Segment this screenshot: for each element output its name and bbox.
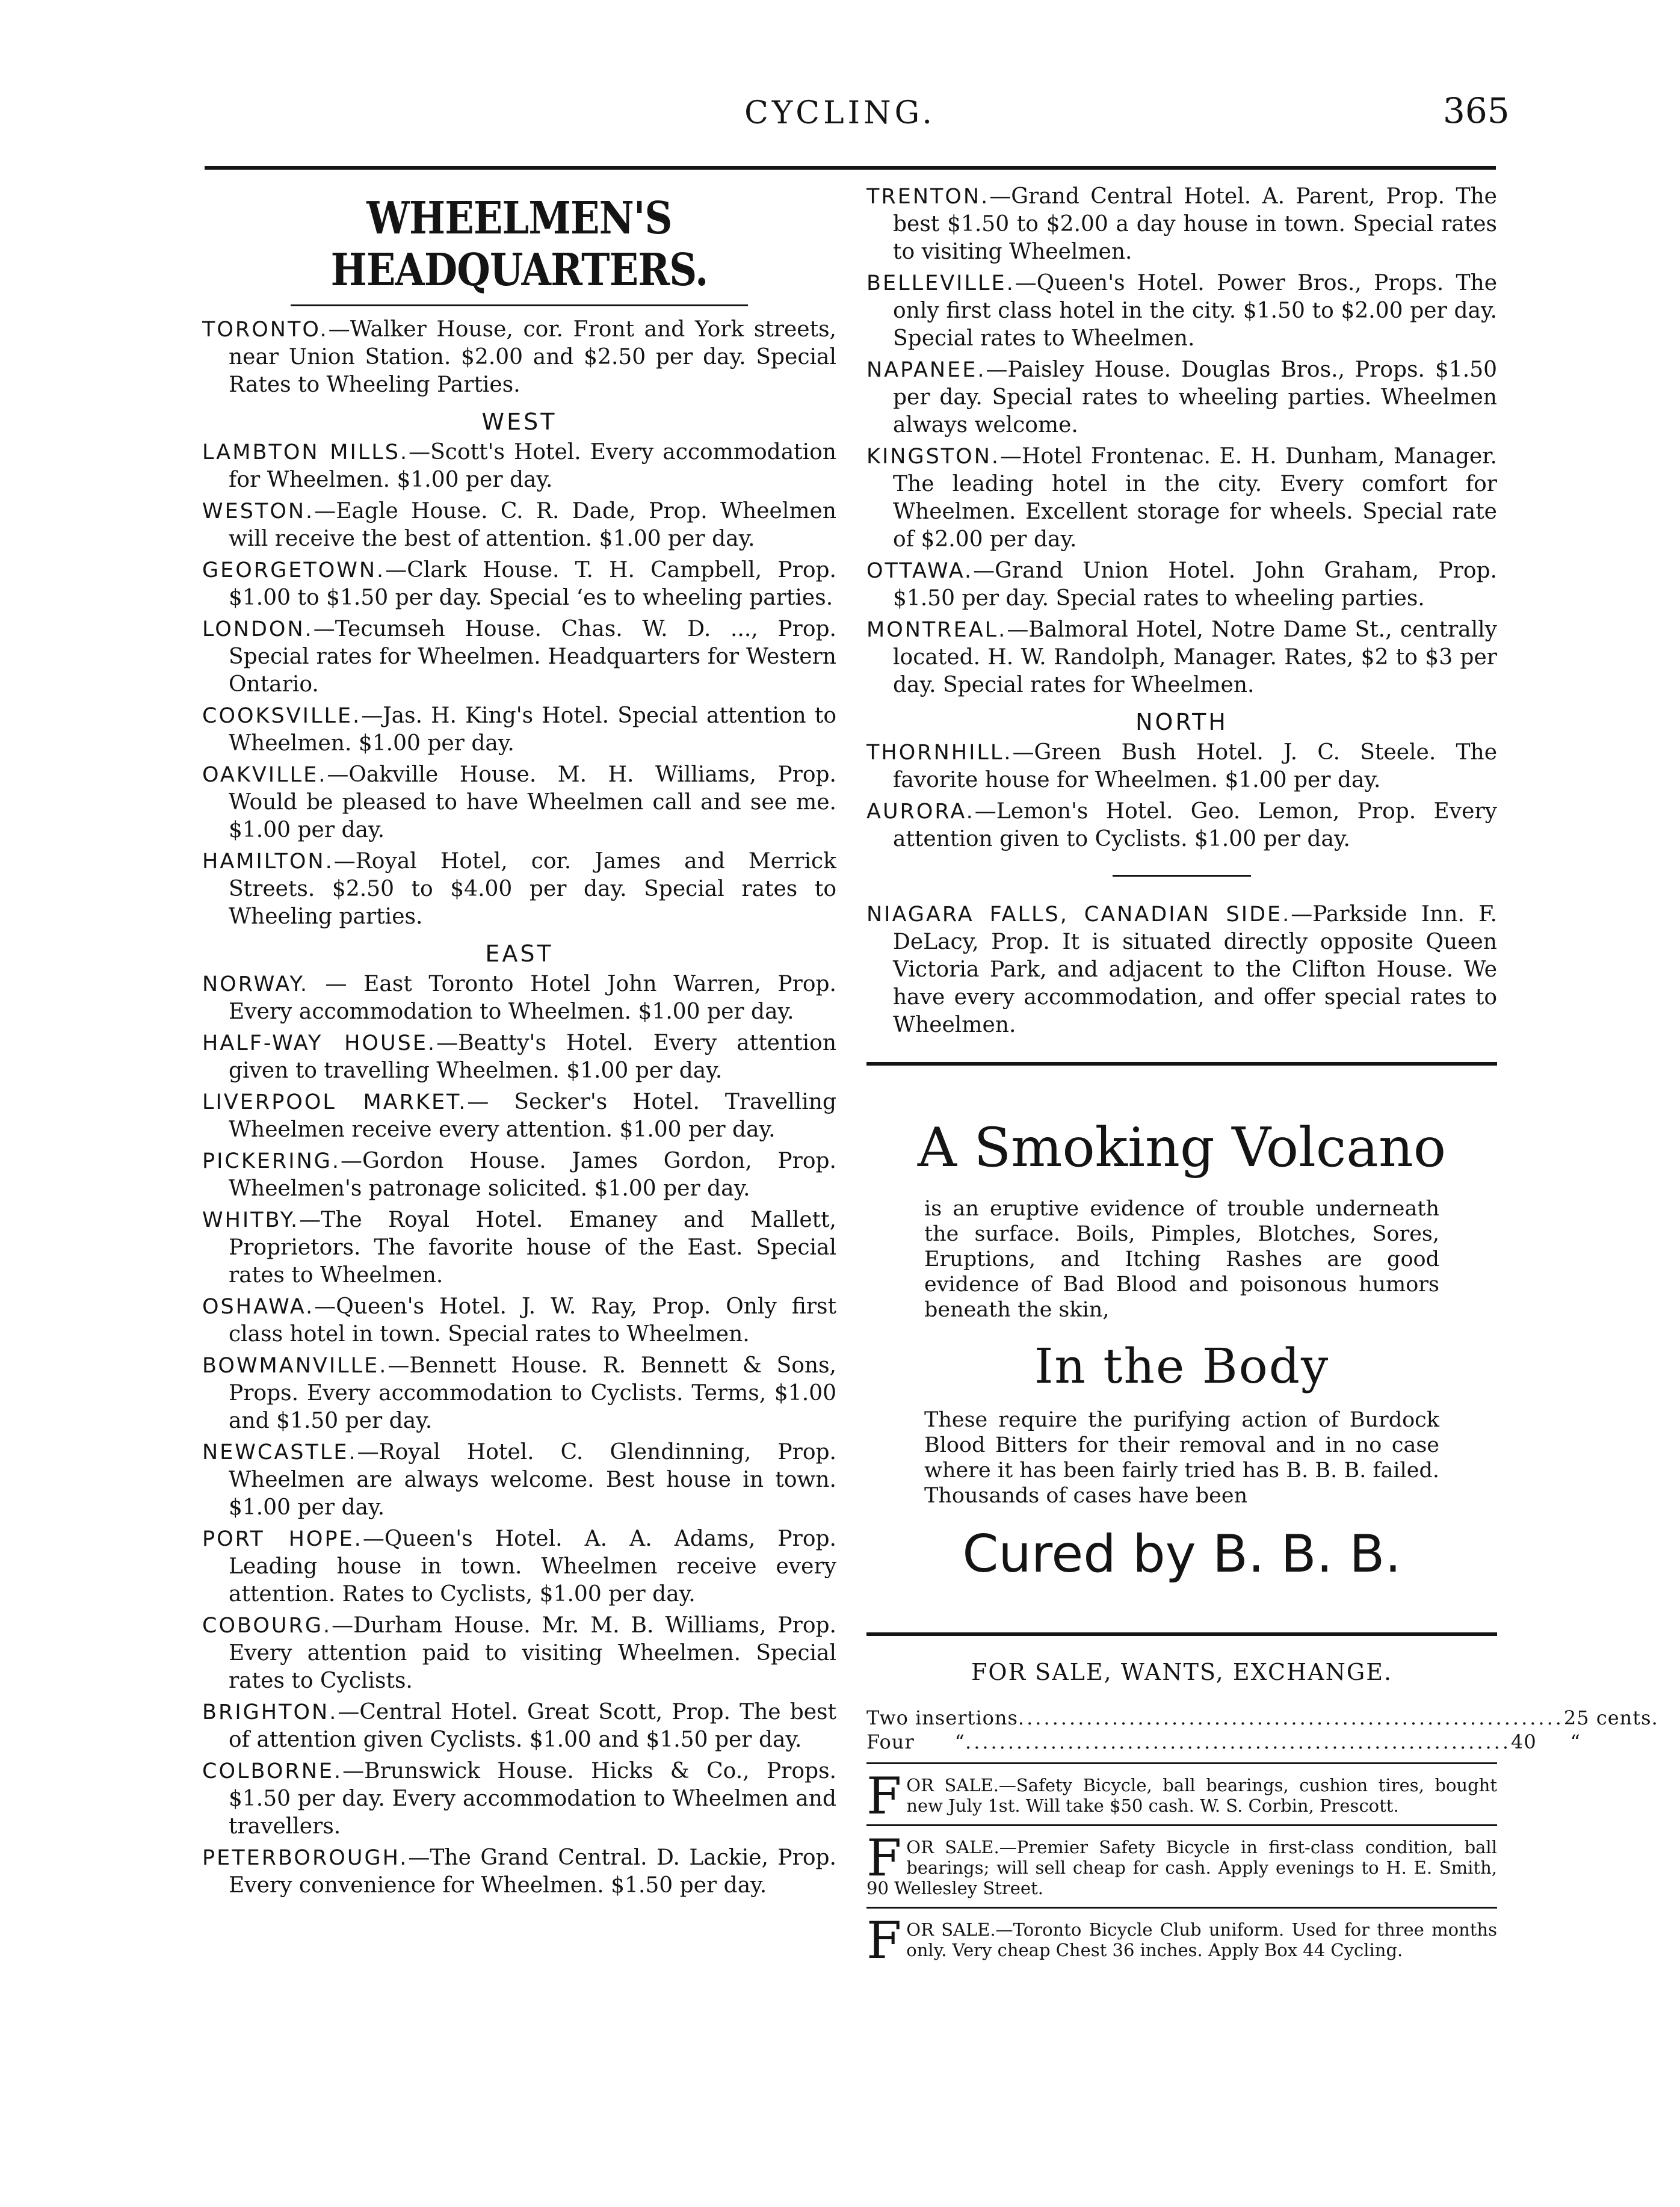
west-list	[202, 439, 836, 931]
town-name: HALF-WAY HOUSE.	[202, 1031, 437, 1055]
town-name: LIVERPOOL MARKET.	[202, 1090, 468, 1114]
divider	[1113, 875, 1251, 877]
list-item	[202, 848, 836, 931]
list-item	[866, 443, 1497, 554]
ad-tagline: Cured by B. B. B.	[962, 1524, 1401, 1584]
list-item	[202, 439, 836, 494]
entry-text: —Eagle House. C. R. Dade, Prop. Wheelmen will receive the best of attention. $1.00 per day.	[229, 499, 836, 551]
rate-row	[866, 1706, 1658, 1730]
entry-text: —Queen's Hotel. Power Bros., Props. The only first class hotel in the city. $1.50 to $2.00 per day. Special rates to Wheelmen.	[893, 271, 1497, 351]
entry-text: —Paisley House. Douglas Bros., Props. $1.50 per day. Special rates to wheeling parties. Wheelmen always welcome.	[893, 357, 1497, 437]
entry-text: —Royal Hotel. C. Glendinning, Prop. Wheelmen are always welcome. Best house in town. $1.00 per day.	[229, 1440, 836, 1520]
drop-cap: F	[866, 1829, 902, 1888]
ad-body: is an eruptive evidence of trouble underneath the surface. Boils, Pimples, Blotches, Sores, Eruptions, and Itching Rashes are good evidence of Bad Blood and poisonous humors beneath the skin,	[924, 1197, 1439, 1322]
listing-text: OR SALE.—Toronto Bicycle Club uniform. Used for three months only. Very cheap Chest 36 inches. Apply Box 44 Cycling.	[906, 1919, 1497, 1960]
entry-text: — Secker's Hotel. Travelling Wheelmen receive every attention. $1.00 per day.	[229, 1090, 836, 1142]
town-name: OSHAWA.	[202, 1295, 315, 1319]
region-east-label: EAST	[485, 940, 554, 967]
list-item	[202, 316, 836, 399]
running-head	[0, 90, 1680, 138]
town-name: COOKSVILLE.	[202, 704, 362, 728]
ad-top-rule	[866, 1062, 1497, 1066]
town-name: AURORA.	[866, 800, 975, 824]
entry-text: —Oakville House. M. H. Williams, Prop. Would be pleased to have Wheelmen call and see me. $1.00 per day.	[229, 762, 836, 842]
ad-subtitle: In the Body	[1034, 1338, 1330, 1394]
town-name: OAKVILLE.	[202, 763, 327, 787]
list-item	[866, 270, 1497, 353]
region-west-label: WEST	[481, 409, 557, 435]
list-item	[202, 498, 836, 553]
entry-text: —Lemon's Hotel. Geo. Lemon, Prop. Every attention given to Cyclists. $1.00 per day.	[893, 799, 1497, 851]
entry-text: —Walker House, cor. Front and York streets, near Union Station. $2.00 and $2.50 per day. Special Rates to Wheeling Parties.	[229, 317, 836, 397]
town-name: THORNHILL.	[866, 741, 1013, 765]
list-item	[202, 1844, 836, 1900]
list-item	[202, 1147, 836, 1203]
ad-title: A Smoking Volcano	[917, 1116, 1447, 1179]
town-name: HAMILTON.	[202, 850, 334, 874]
continued-list	[866, 183, 1497, 699]
entry-text: —Parkside Inn. F. DeLacy, Prop. It is situated directly opposite Queen Victoria Park, and adjacent to the Clifton House. We have every accommodation, and offer special rates to Wheelmen.	[893, 902, 1497, 1037]
list-item	[202, 761, 836, 844]
ad-body: These require the purifying action of Burdock Blood Bitters for their removal and in no case where it has been fairly tried has B. B. B. failed. Thousands of cases have been	[924, 1408, 1439, 1508]
town-name: NORWAY.	[202, 972, 309, 996]
rate-label: Two insertions	[866, 1706, 1018, 1729]
section-heading: WHEELMEN'S HEADQUARTERS.	[330, 193, 708, 296]
north-list	[866, 739, 1497, 853]
entry-text: —Queen's Hotel. A. A. Adams, Prop. Leading house in town. Wheelmen receive every attention. Rates to Cyclists, $1.00 per day.	[229, 1526, 836, 1607]
town-name: LAMBTON MILLS.	[202, 440, 409, 465]
town-name: WHITBY.	[202, 1208, 300, 1232]
list-item	[866, 356, 1497, 439]
rate-table	[866, 1706, 1658, 1754]
rate-price: 40 “	[1511, 1730, 1581, 1753]
rate-price: 25 cents.	[1563, 1706, 1658, 1729]
drop-cap: F	[866, 1911, 902, 1970]
list-item	[866, 616, 1497, 699]
list-item	[202, 1439, 836, 1522]
town-name: KINGSTON.	[866, 445, 1001, 469]
bbb-advertisement	[866, 1116, 1497, 1584]
town-name: NAPANEE.	[866, 358, 986, 382]
entry-text: —Queen's Hotel. J. W. Ray, Prop. Only first class hotel in town. Special rates to Wheelmen.	[229, 1294, 836, 1347]
running-title: CYCLING.	[744, 95, 936, 131]
list-item	[202, 1758, 836, 1841]
list-item	[866, 739, 1497, 794]
town-name: PICKERING.	[202, 1149, 341, 1173]
classified-heading: FOR SALE, WANTS, EXCHANGE.	[971, 1659, 1393, 1685]
entry-text: —Central Hotel. Great Scott, Prop. The best of attention given Cyclists. $1.00 and $1.50 per day.	[229, 1700, 836, 1752]
entry-text: —Brunswick House. Hicks & Co., Props. $1.50 per day. Every accommodation to Wheelmen and travellers.	[229, 1759, 836, 1839]
town-name: COLBORNE.	[202, 1759, 343, 1783]
entry-text: —Grand Union Hotel. John Graham, Prop. $1.50 per day. Special rates to wheeling parties.	[893, 558, 1497, 611]
entry-text: —Grand Central Hotel. A. Parent, Prop. The best $1.50 to $2.00 a day house in town. Special rates to visiting Wheelmen.	[893, 184, 1497, 264]
header-rule	[205, 166, 1496, 170]
toronto-list	[202, 316, 836, 399]
page-number: 365	[1443, 90, 1510, 131]
list-item	[202, 971, 836, 1026]
entry-text: —Tecumseh House. Chas. W. D. ..., Prop. Special rates for Wheelmen. Headquarters for Western Ontario.	[229, 617, 836, 697]
entry-text: —The Royal Hotel. Emaney and Mallett, Proprietors. The favorite house of the East. Special rates to Wheelmen.	[229, 1208, 836, 1288]
leader-dots: ................................................................	[1018, 1706, 1564, 1729]
town-name: COBOURG.	[202, 1614, 332, 1638]
entry-text: —Jas. H. King's Hotel. Special attention to Wheelmen. $1.00 per day.	[229, 703, 836, 756]
town-name: PETERBOROUGH.	[202, 1846, 409, 1870]
entry-text: —Beatty's Hotel. Every attention given to travelling Wheelmen. $1.00 per day.	[229, 1031, 837, 1083]
classified-listing	[866, 1829, 1497, 1898]
town-name: NEWCASTLE.	[202, 1440, 357, 1465]
left-column	[202, 181, 836, 1903]
list-item	[202, 1088, 836, 1144]
listing-text: OR SALE.—Safety Bicycle, ball bearings, cushion tires, bought new July 1st. Will take $50 cash. W. S. Corbin, Prescott.	[906, 1775, 1497, 1816]
list-item	[202, 1525, 836, 1608]
divider	[866, 1762, 1497, 1764]
east-list	[202, 971, 836, 1900]
list-item	[202, 1293, 836, 1348]
town-name: NIAGARA FALLS, CANADIAN SIDE.	[866, 903, 1291, 927]
list-item	[866, 557, 1497, 613]
entry-text: —Royal Hotel, cor. James and Merrick Streets. $2.50 to $4.00 per day. Special rates to Wheeling parties.	[229, 849, 836, 929]
town-name: OTTAWA.	[866, 559, 974, 583]
town-name: LONDON.	[202, 617, 313, 641]
list-item	[202, 1352, 836, 1435]
entry-text: —Gordon House. James Gordon, Prop. Wheelmen's patronage solicited. $1.00 per day.	[229, 1149, 836, 1201]
list-item	[202, 557, 836, 612]
town-name: BOWMANVILLE.	[202, 1354, 388, 1378]
classified-listing	[866, 1911, 1497, 1970]
list-item	[866, 798, 1497, 853]
niagara-entry	[866, 901, 1497, 1039]
town-name: WESTON.	[202, 499, 315, 523]
rate-label: Four “	[866, 1730, 966, 1753]
town-name: TRENTON.	[866, 185, 990, 209]
entry-text: —Balmoral Hotel, Notre Dame St., centrally located. H. W. Randolph, Manager. Rates, $2 to $3 per day. Special rates for Wheelmen.	[893, 617, 1497, 697]
list-item	[202, 702, 836, 758]
leader-dots: ................................................................	[965, 1730, 1512, 1753]
entry-text: —Clark House. T. H. Campbell, Prop. $1.00 to $1.50 per day. Special ʻes to wheeling parties.	[229, 558, 836, 610]
town-name: BRIGHTON.	[202, 1700, 338, 1724]
classified-top-rule	[866, 1632, 1497, 1636]
town-name: PORT HOPE.	[202, 1527, 363, 1551]
rate-row	[866, 1730, 1581, 1754]
entry-text: — East Toronto Hotel John Warren, Prop. Every accommodation to Wheelmen. $1.00 per day.	[229, 972, 836, 1024]
divider	[866, 1907, 1497, 1909]
list-item	[866, 183, 1497, 266]
listing-text: OR SALE.—Premier Safety Bicycle in first-class condition, ball bearings; will sell cheap for cash. Apply evenings to H. E. Smith, 90 Wellesley Street.	[866, 1837, 1497, 1898]
list-item	[202, 1029, 836, 1085]
drop-cap: F	[866, 1767, 902, 1826]
region-north-label: NORTH	[1135, 709, 1228, 735]
town-name: BELLEVILLE.	[866, 271, 1015, 295]
entry-text: —The Grand Central. D. Lackie, Prop. Every convenience for Wheelmen. $1.50 per day.	[229, 1845, 836, 1898]
town-name: MONTREAL.	[866, 618, 1007, 642]
town-name: GEORGETOWN.	[202, 558, 386, 582]
entry-text: —Hotel Frontenac. E. H. Dunham, Manager. The leading hotel in the city. Every comfort for Wheelmen. Excellent storage for wheels. Special rate of $2.00 per day.	[893, 444, 1497, 552]
classified-listing	[866, 1767, 1497, 1826]
entry-text: —Durham House. Mr. M. B. Williams, Prop. Every attention paid to visiting Wheelmen. Special rates to Cyclists.	[229, 1613, 836, 1693]
entry-text: —Green Bush Hotel. J. C. Steele. The favorite house for Wheelmen. $1.00 per day.	[893, 740, 1497, 792]
heading-rule	[291, 304, 748, 306]
town-name: TORONTO.	[202, 318, 329, 342]
list-item	[202, 1699, 836, 1754]
divider	[866, 1824, 1497, 1826]
list-item	[202, 1612, 836, 1695]
list-item	[202, 616, 836, 699]
right-column	[866, 181, 1658, 1970]
entry-text: —Scott's Hotel. Every accommodation for Wheelmen. $1.00 per day.	[229, 440, 836, 492]
entry-text: —Bennett House. R. Bennett & Sons, Props. Every accommodation to Cyclists. Terms, $1.00 and $1.50 per day.	[229, 1353, 836, 1433]
list-item	[202, 1206, 836, 1289]
